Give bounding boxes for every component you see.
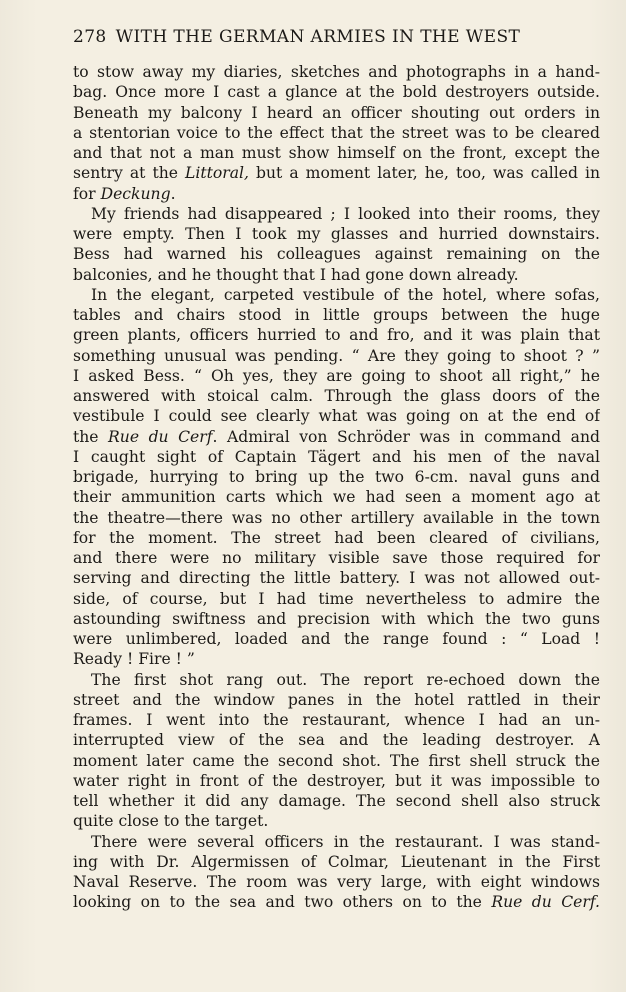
text-line: Naval Reserve. The room was very large, with eight windows (73, 873, 600, 891)
text-line (73, 163, 600, 183)
text-run: for (73, 184, 101, 203)
italic-term-rue-du-cerf: Rue du Cerf (108, 427, 213, 446)
text-line: water right in front of the destroyer, but it was impossible to (73, 771, 600, 790)
text-run: looking on to the sea and two others on to the (73, 893, 492, 912)
text-run: . (170, 184, 176, 203)
text-line: were empty. Then I took my glasses and hurried downstairs. (73, 225, 600, 243)
text-line: quite close to the target. (73, 812, 269, 831)
text-line: balconies, and he thought that I had gone down already. (73, 265, 519, 284)
text-line: vestibule I could see clearly what was going on at the end of (73, 407, 600, 426)
text-line: were unlimbered, loaded and the range found : “ Load ! (73, 630, 600, 648)
text-line: frames. I went into the restaurant, whence I had an un- (73, 711, 600, 729)
text-line: Ready ! Fire ! ” (73, 650, 195, 669)
text-line: ing with Dr. Algermissen of Colmar, Lieutenant in the First (73, 852, 600, 871)
text-line: and that not a man must show himself on the front, except the (73, 144, 600, 162)
text-line: their ammunition carts which we had seen a moment ago at (73, 488, 600, 507)
text-line (73, 892, 600, 912)
italic-term-littoral: Littoral, (185, 164, 249, 183)
text-line: side, of course, but I had time nevertheless to admire the (73, 589, 600, 608)
text-line: for the moment. The street had been cleared of civilians, (73, 528, 600, 547)
text-line: In the elegant, carpeted vestibule of the hotel, where sofas, (91, 285, 600, 304)
text-line: The first shot rang out. The report re-echoed down the (91, 670, 600, 689)
text-line: astounding swiftness and precision with which the two guns (73, 609, 600, 628)
italic-term-rue-du-cerf: Rue du Cerf. (491, 893, 600, 912)
text-line: There were several officers in the restaurant. I was stand- (91, 832, 600, 851)
text-line: I caught sight of Captain Tägert and his men of the naval (73, 447, 600, 466)
text-line: Bess had warned his colleagues against remaining on the (73, 245, 600, 264)
text-line: and there were no military visible save those required for (73, 549, 600, 567)
text-line: I asked Bess. “ Oh yes, they are going to shoot all right,” he (73, 366, 600, 385)
body-text (73, 62, 600, 913)
italic-term-deckung: Deckung (100, 184, 171, 203)
text-line (73, 427, 600, 447)
text-line: interrupted view of the sea and the leading destroyer. A (73, 731, 600, 750)
text-line: something unusual was pending. “ Are they going to shoot ? ” (73, 346, 600, 365)
text-line: the theatre—there was no other artillery available in the town (73, 508, 600, 527)
page-number: 278 (73, 27, 107, 47)
text-line: street and the window panes in the hotel rattled in their (73, 690, 600, 709)
text-run: the (73, 427, 109, 446)
text-line: tell whether it did any damage. The second shell also struck (73, 792, 600, 810)
text-run: but a moment later, he, too, was called in (248, 164, 600, 183)
text-line: moment later came the second shot. The first shell struck the (73, 751, 600, 770)
text-line: to stow away my diaries, sketches and photographs in a hand- (73, 63, 600, 81)
text-line: Beneath my balcony I heard an officer shouting out orders in (73, 103, 600, 122)
text-line: answered with stoical calm. Through the glass doors of the (73, 387, 600, 405)
text-line: green plants, officers hurried to and fro, and it was plain that (73, 326, 600, 345)
text-run: . Admiral von Schröder was in command and (212, 427, 600, 446)
text-line: tables and chairs stood in little groups between the huge (73, 306, 600, 324)
running-title: WITH THE GERMAN ARMIES IN THE WEST (115, 27, 521, 47)
text-line: serving and directing the little battery. I was not allowed out- (73, 569, 600, 588)
text-run: sentry at the (73, 164, 186, 183)
text-line (73, 184, 600, 204)
running-header (73, 27, 603, 47)
text-line: a stentorian voice to the effect that the street was to be cleared (73, 123, 600, 142)
text-line: bag. Once more I cast a glance at the bold destroyers outside. (73, 83, 600, 102)
text-line: My friends had disappeared ; I looked into their rooms, they (91, 204, 600, 223)
text-line: brigade, hurrying to bring up the two 6-cm. naval guns and (73, 468, 600, 486)
